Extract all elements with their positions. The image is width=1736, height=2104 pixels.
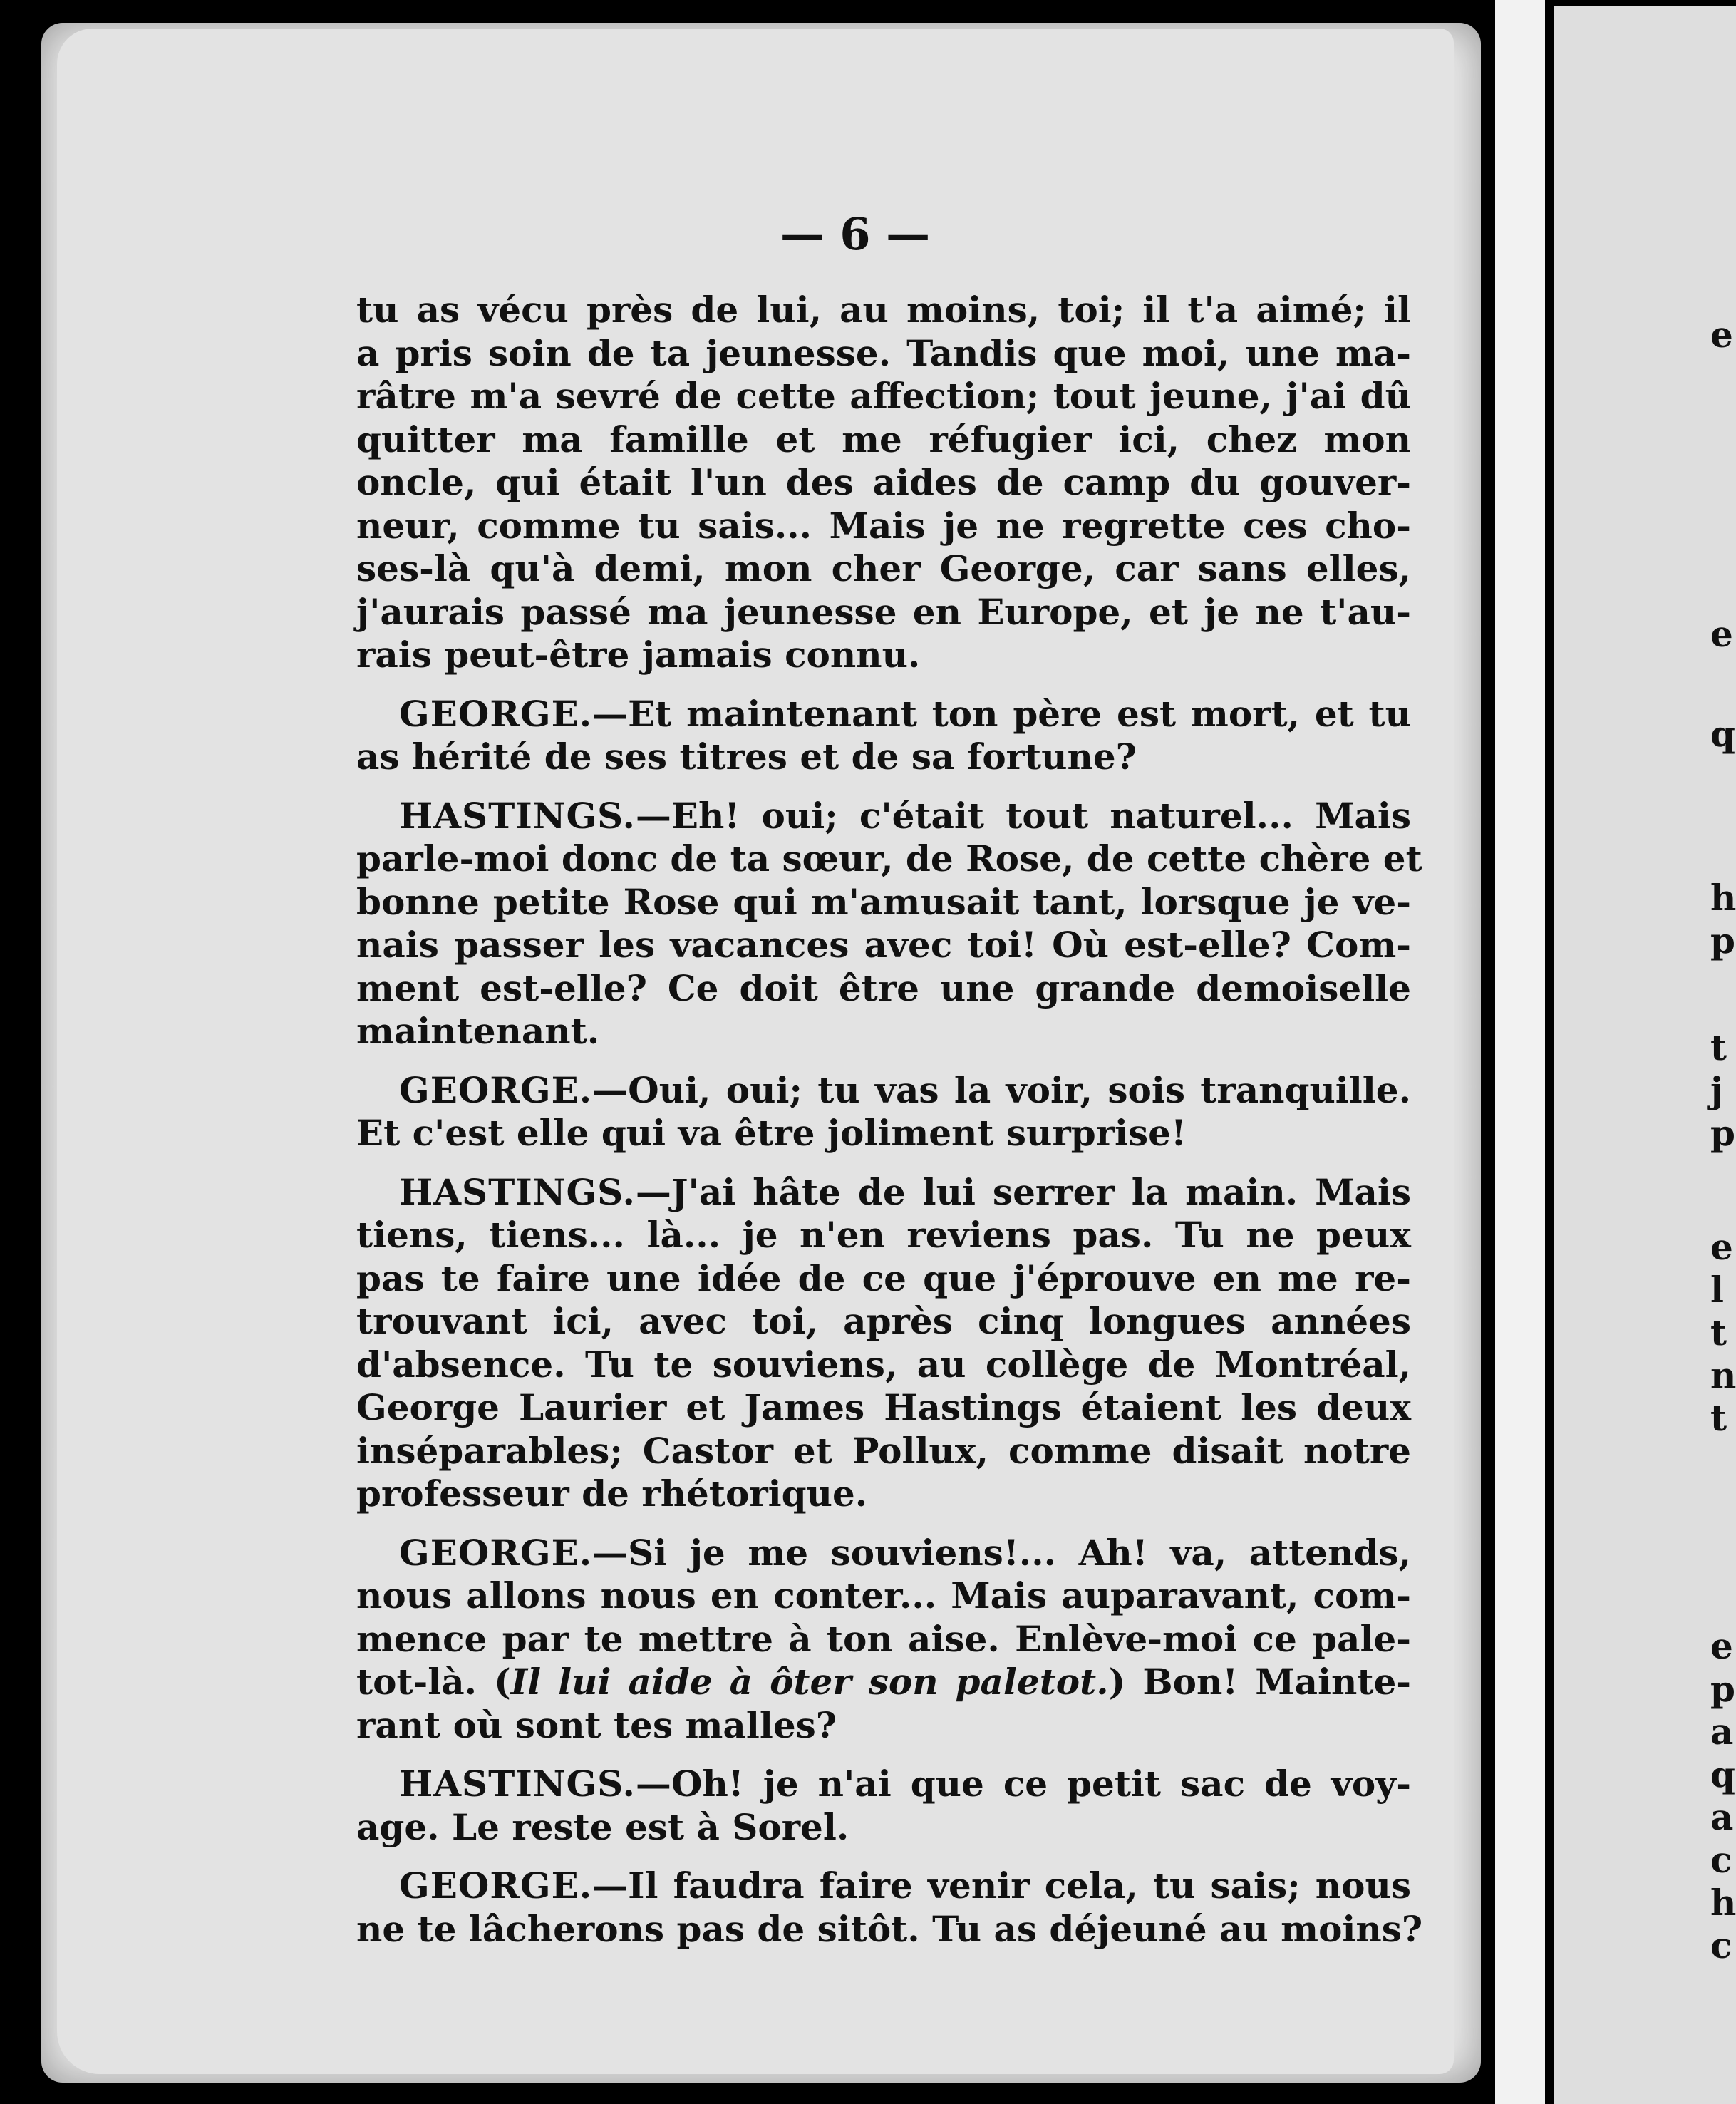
- text-fragment: l: [1710, 1269, 1724, 1311]
- stage-direction: Il lui aide à ôter son paletot.: [510, 1661, 1109, 1703]
- text-line: mence par te mettre à ton aise. Enlève-moi ce pale-: [356, 1617, 1411, 1660]
- text-line: nais passer les vacances avec toi! Où est-elle? Com-: [356, 924, 1411, 966]
- book-page-right: [1554, 6, 1736, 2104]
- page-number: — 6 —: [780, 208, 931, 260]
- speaker-name: HASTINGS.: [399, 1763, 636, 1805]
- text-line: [356, 1532, 1411, 1575]
- paragraph: [356, 794, 1422, 1053]
- text-line: neur, comme tu sais... Mais je ne regrette ces cho-: [356, 504, 1411, 547]
- paragraph: [356, 289, 1411, 677]
- paragraph: [356, 1069, 1411, 1155]
- speaker-name: HASTINGS.: [399, 1170, 636, 1213]
- text-fragment: q: [1710, 1753, 1735, 1795]
- page-gutter: [1495, 0, 1545, 2104]
- dialogue-text: ) Bon! Mainte-: [1108, 1661, 1412, 1703]
- text-line: quitter ma famille et me réfugier ici, chez mon: [356, 418, 1411, 460]
- speaker-name: GEORGE.: [399, 1531, 593, 1574]
- text-line: rant où sont tes malles?: [356, 1703, 837, 1746]
- text-line: pas te faire une idée de ce que j'éprouve en me re-: [356, 1257, 1411, 1299]
- text-line: George Laurier et James Hastings étaient les deux: [356, 1386, 1411, 1428]
- text-line: a pris soin de ta jeunesse. Tandis que moi, une ma-: [356, 331, 1411, 374]
- paragraph: [356, 1171, 1411, 1516]
- speaker-name: GEORGE.: [399, 692, 593, 735]
- text-line: tiens, tiens... là... je n'en reviens pas. Tu ne peux: [356, 1214, 1411, 1256]
- text-fragment: e: [1710, 314, 1733, 356]
- text-line: ne te lâcherons pas de sitôt. Tu as déjeuné au moins?: [356, 1907, 1423, 1950]
- text-line: rais peut-être jamais connu.: [356, 634, 921, 676]
- text-fragment: e: [1710, 613, 1733, 655]
- text-line: nous allons nous en conter... Mais auparavant, com-: [356, 1574, 1411, 1616]
- dialogue-text: —Oui, oui; tu vas la voir, sois tranquille.: [592, 1068, 1411, 1111]
- text-fragment: n: [1710, 1354, 1736, 1396]
- text-fragment: p: [1710, 919, 1735, 961]
- dialogue-text: —Il faudra faire venir cela, tu sais; nous: [592, 1865, 1411, 1907]
- text-line: parle-moi donc de ta sœur, de Rose, de cette chère et: [356, 837, 1422, 880]
- text-fragment: e: [1710, 1625, 1733, 1667]
- text-line: trouvant ici, avec toi, après cinq longues années: [356, 1300, 1411, 1342]
- dialogue-text: —Si je me souviens!... Ah! va, attends,: [592, 1531, 1411, 1574]
- speaker-name: HASTINGS.: [399, 794, 636, 837]
- paragraph: [356, 1865, 1423, 1951]
- text-line: [356, 1865, 1411, 1908]
- text-fragment: h: [1710, 1882, 1736, 1924]
- text-line: ses-là qu'à demi, mon cher George, car sans elles,: [356, 547, 1411, 589]
- text-line: oncle, qui était l'un des aides de camp du gouver-: [356, 461, 1411, 503]
- text-line: d'absence. Tu te souviens, au collège de Montréal,: [356, 1343, 1411, 1386]
- text-line: maintenant.: [356, 1010, 600, 1052]
- text-line: as hérité de ses titres et de sa fortune?: [356, 736, 1137, 778]
- dialogue-text: —Oh! je n'ai que ce petit sac de voy-: [635, 1763, 1411, 1805]
- text-line: [356, 795, 1411, 838]
- text-line: [356, 1069, 1411, 1113]
- text-fragment: t: [1710, 1397, 1727, 1439]
- text-fragment: t: [1710, 1311, 1727, 1353]
- speaker-name: GEORGE.: [399, 1865, 593, 1907]
- paragraph: [356, 693, 1411, 779]
- paragraph: [356, 1763, 1411, 1849]
- text-line: [356, 1763, 1411, 1806]
- text-fragment: j: [1710, 1069, 1724, 1111]
- text-line: inséparables; Castor et Pollux, comme disait notre: [356, 1429, 1411, 1472]
- text-fragment: a: [1710, 1711, 1734, 1753]
- dialogue-text: —Et maintenant ton père est mort, et tu: [592, 692, 1411, 735]
- paragraph: [356, 1532, 1411, 1748]
- text-line: [356, 1171, 1411, 1215]
- speaker-name: GEORGE.: [399, 1068, 593, 1111]
- text-line: age. Le reste est à Sorel.: [356, 1805, 849, 1848]
- text-fragment: a: [1710, 1796, 1734, 1838]
- text-fragment: e: [1710, 1226, 1733, 1268]
- text-line: Et c'est elle qui va être joliment surprise!: [356, 1112, 1187, 1154]
- text-line: professeur de rhétorique.: [356, 1473, 868, 1515]
- dialogue-text: tot-là. (: [356, 1661, 511, 1703]
- text-line: [356, 1661, 1411, 1704]
- text-fragment: p: [1710, 1668, 1735, 1710]
- text-fragment: c: [1710, 1839, 1732, 1881]
- text-fragment: q: [1710, 713, 1735, 755]
- text-line: ment est-elle? Ce doit être une grande demoiselle: [356, 966, 1411, 1009]
- text-fragment: h: [1710, 877, 1736, 919]
- text-fragment: t: [1710, 1026, 1727, 1068]
- text-line: tu as vécu près de lui, au moins, toi; il t'a aimé; il: [356, 289, 1411, 331]
- text-line: [356, 693, 1411, 736]
- text-fragment: p: [1710, 1112, 1735, 1154]
- dialogue-text: —J'ai hâte de lui serrer la main. Mais: [635, 1170, 1411, 1213]
- text-fragment: c: [1710, 1924, 1732, 1966]
- text-line: râtre m'a sevré de cette affection; tout jeune, j'ai dû: [356, 375, 1411, 417]
- body-text: [356, 289, 1423, 1951]
- text-line: j'aurais passé ma jeunesse en Europe, et je ne t'au-: [356, 590, 1411, 633]
- dialogue-text: —Eh! oui; c'était tout naturel... Mais: [635, 794, 1411, 837]
- text-line: bonne petite Rose qui m'amusait tant, lorsque je ve-: [356, 880, 1411, 923]
